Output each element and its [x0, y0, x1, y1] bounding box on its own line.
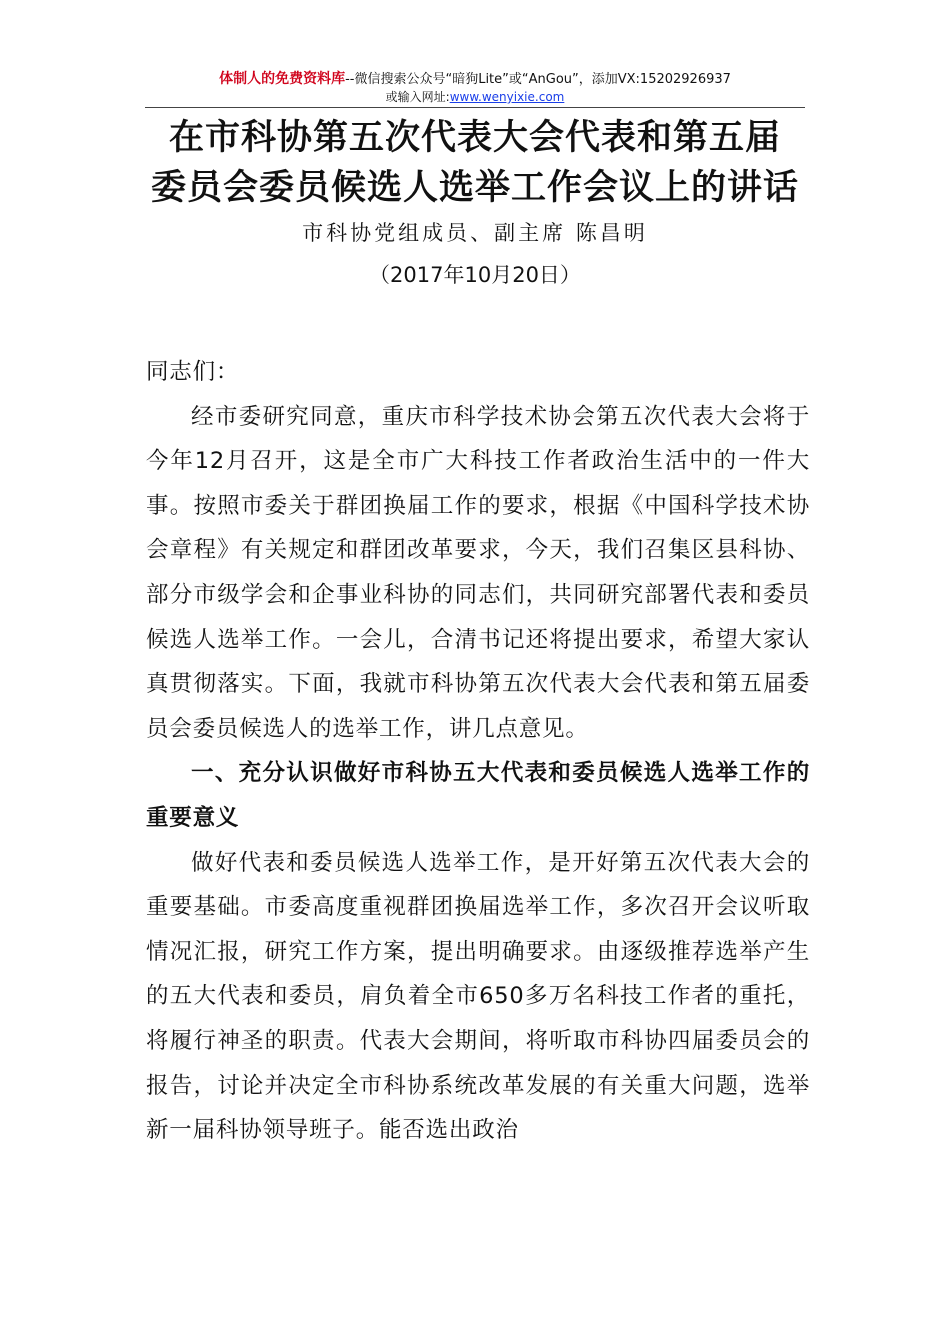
date-line: （2017年10月20日）	[369, 263, 581, 287]
header-brand: 体制人的免费资料库	[219, 71, 346, 87]
header-note: --微信搜索公众号“暗狗Lite”或“AnGou”，添加VX:15202926937	[345, 72, 731, 87]
section-heading: 一、充分认识做好市科协五大代表和委员候选人选举工作的重要意义	[146, 760, 810, 831]
intro-paragraph: 经市委研究同意，重庆市科学技术协会第五次代表大会将于今年12月召开，这是全市广大科技工作者政治生活中的一件大事。按照市委关于群团换届工作的要求，根据《中国科学技术协会章程》有关规定和群团改革要求，今天，我们召集区县科协、部分市级学会和企事业科协的同志们，共同研究部署代表和委员候选人选举工作。一会儿，合清书记还将提出要求，希望大家认真贯彻落实。下面，我就市科协第五次代表大会代表和第五届委员会委员候选人的选举工作，讲几点意见。	[146, 403, 810, 742]
document-body	[146, 350, 810, 1153]
author-line: 市科协党组成员、副主席 陈昌明	[302, 221, 648, 245]
header-url-line	[145, 89, 805, 105]
header-watermark	[145, 70, 805, 89]
header-url-link[interactable]: www.wenyixie.com	[449, 90, 565, 104]
header-url-prefix: 或输入网址:	[385, 90, 450, 104]
header-divider	[145, 107, 805, 108]
section-paragraph: 做好代表和委员候选人选举工作，是开好第五次代表大会的重要基础。市委高度重视群团换届选举工作，多次召开会议听取情况汇报，研究工作方案，提出明确要求。由逐级推荐选举产生的五大代表和委员，肩负着全市650多万名科技工作者的重托，将履行神圣的职责。代表大会期间，将听取市科协四届委员会的报告，讨论并决定全市科协系统改革发展的有关重大问题，选举新一届科协领导班子。能否选出政治	[146, 849, 810, 1144]
document-title	[120, 113, 830, 213]
salutation: 同志们：	[146, 359, 240, 385]
title-line-1: 在市科协第五次代表大会代表和第五届	[168, 117, 781, 158]
title-line-2: 委员会委员候选人选举工作会议上的讲话	[150, 167, 799, 208]
